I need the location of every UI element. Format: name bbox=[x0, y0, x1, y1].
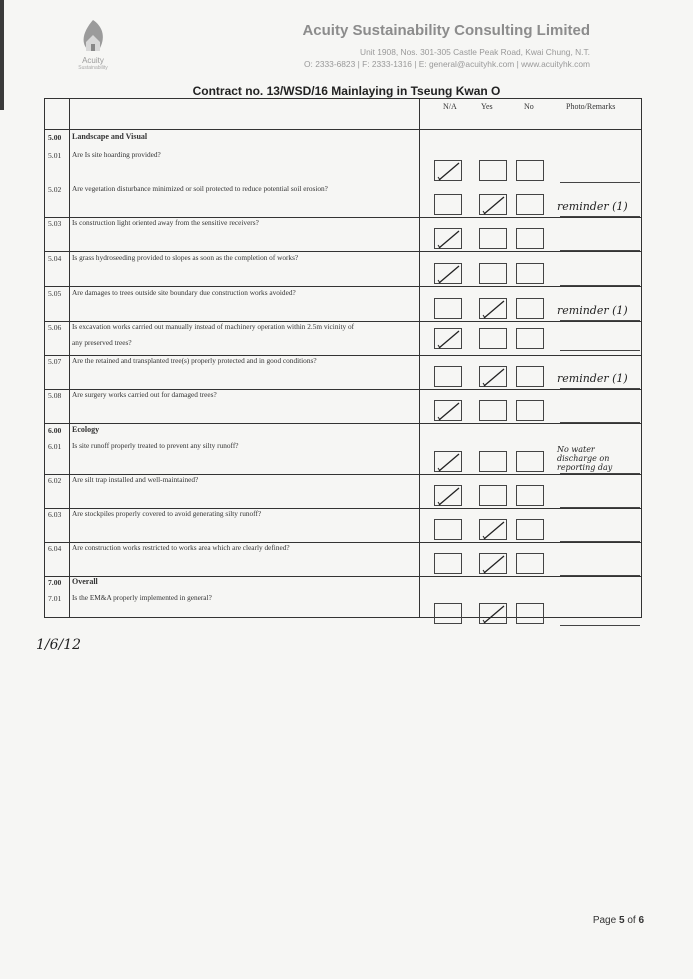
checkbox-yes[interactable] bbox=[479, 298, 507, 319]
checkbox-na[interactable] bbox=[434, 298, 462, 319]
section-title bbox=[72, 422, 422, 438]
leaf-house-icon bbox=[78, 18, 108, 56]
page-current: 5 bbox=[618, 915, 625, 926]
check-mark-icon bbox=[482, 300, 506, 319]
checkbox-yes[interactable] bbox=[479, 400, 507, 421]
handwritten-remark: No water discharge on reporting day bbox=[557, 445, 613, 472]
item-number: 5.01 bbox=[48, 151, 62, 160]
checkbox-na[interactable] bbox=[434, 263, 462, 284]
item-number: 5.05 bbox=[48, 289, 62, 298]
checkbox-no[interactable] bbox=[516, 194, 544, 215]
checkbox-yes[interactable] bbox=[479, 228, 507, 249]
checkbox-no[interactable] bbox=[516, 400, 544, 421]
company-logo bbox=[72, 18, 114, 80]
item-number: 5.06 bbox=[48, 323, 62, 332]
question-line: Are vegetation disturbance minimized or soil protected to reduce potential soil erosion? bbox=[72, 184, 328, 193]
item-number: 5.07 bbox=[48, 357, 62, 366]
check-mark-icon bbox=[437, 402, 461, 421]
checkbox-na[interactable] bbox=[434, 194, 462, 215]
signature-date: 1/6/12 bbox=[36, 637, 82, 653]
question-line: Is site runoff properly treated to prevent any silty runoff? bbox=[72, 441, 239, 450]
checkbox-na[interactable] bbox=[434, 485, 462, 506]
checkbox-na[interactable] bbox=[434, 228, 462, 249]
check-mark-icon bbox=[437, 330, 461, 349]
check-mark-icon bbox=[482, 521, 506, 540]
col-header-na: N/A bbox=[443, 102, 457, 111]
question-text bbox=[72, 285, 422, 301]
address-line: Unit 1908, Nos. 301-305 Castle Peak Road, Kwai Chung, N.T. bbox=[360, 47, 590, 57]
check-mark-icon bbox=[482, 555, 506, 574]
contract-title: Contract no. 13/WSD/16 Mainlaying in Tseung Kwan O bbox=[192, 84, 501, 98]
question-line: Overall bbox=[72, 577, 98, 586]
company-address bbox=[304, 46, 590, 70]
logo-subtext: Sustainability bbox=[78, 65, 108, 71]
check-mark-icon bbox=[482, 605, 506, 624]
page-total: 6 bbox=[638, 915, 644, 926]
question-line: Is the EM&A properly implemented in general? bbox=[72, 593, 212, 602]
remark-line bbox=[560, 541, 640, 542]
item-number: 5.02 bbox=[48, 185, 62, 194]
item-number: 6.01 bbox=[48, 442, 62, 451]
question-text bbox=[72, 250, 422, 266]
page-number bbox=[593, 915, 644, 926]
question-line: Are damages to trees outside site boundary due construction works avoided? bbox=[72, 288, 296, 297]
question-text bbox=[72, 319, 422, 351]
remark-line bbox=[560, 350, 640, 351]
remark-line bbox=[560, 507, 640, 508]
question-text bbox=[72, 472, 422, 488]
item-number: 7.01 bbox=[48, 594, 62, 603]
checkbox-na[interactable] bbox=[434, 519, 462, 540]
remark-line bbox=[560, 250, 640, 251]
section-title bbox=[72, 129, 422, 145]
check-mark-icon bbox=[437, 230, 461, 249]
checkbox-yes[interactable] bbox=[479, 366, 507, 387]
item-number: 5.08 bbox=[48, 391, 62, 400]
item-number: 6.02 bbox=[48, 476, 62, 485]
checkbox-na[interactable] bbox=[434, 603, 462, 624]
logo-text: Acuity bbox=[82, 56, 104, 65]
section-title bbox=[72, 574, 422, 590]
checkbox-na[interactable] bbox=[434, 366, 462, 387]
question-line: any preserved trees? bbox=[72, 338, 132, 347]
checkbox-no[interactable] bbox=[516, 366, 544, 387]
checkbox-na[interactable] bbox=[434, 160, 462, 181]
col-header-yes: Yes bbox=[481, 102, 493, 111]
col-divider bbox=[69, 99, 70, 617]
remark-line bbox=[560, 422, 640, 423]
checkbox-no[interactable] bbox=[516, 603, 544, 624]
question-text bbox=[72, 590, 422, 606]
question-line: Are Is site hoarding provided? bbox=[72, 150, 161, 159]
question-line: Are the retained and transplanted tree(s) properly protected and in good conditions? bbox=[72, 356, 317, 365]
remark-line bbox=[560, 388, 640, 389]
question-text bbox=[72, 438, 422, 454]
check-mark-icon bbox=[482, 196, 506, 215]
checkbox-no[interactable] bbox=[516, 553, 544, 574]
checkbox-no[interactable] bbox=[516, 451, 544, 472]
checkbox-na[interactable] bbox=[434, 451, 462, 472]
remark-line bbox=[560, 625, 640, 626]
remark-line bbox=[560, 575, 640, 576]
checkbox-yes[interactable] bbox=[479, 160, 507, 181]
question-text bbox=[72, 387, 422, 403]
remark-line bbox=[560, 216, 640, 217]
remark-line bbox=[560, 320, 640, 321]
question-line: Are stockpiles properly covered to avoid generating silty runoff? bbox=[72, 509, 262, 518]
question-text bbox=[72, 181, 422, 197]
checkbox-no[interactable] bbox=[516, 328, 544, 349]
checkbox-no[interactable] bbox=[516, 485, 544, 506]
checkbox-no[interactable] bbox=[516, 519, 544, 540]
company-name: Acuity Sustainability Consulting Limited bbox=[302, 22, 590, 39]
question-line: Are construction works restricted to works area which are clearly defined? bbox=[72, 543, 290, 552]
check-mark-icon bbox=[437, 487, 461, 506]
check-mark-icon bbox=[482, 368, 506, 387]
handwritten-remark: reminder (1) bbox=[557, 200, 628, 213]
checkbox-yes[interactable] bbox=[479, 194, 507, 215]
page-label: Page bbox=[592, 915, 617, 926]
checkbox-yes[interactable] bbox=[479, 263, 507, 284]
question-line: Is grass hydroseeding provided to slopes as soon as the completion of works? bbox=[72, 253, 299, 262]
checkbox-no[interactable] bbox=[516, 263, 544, 284]
question-text bbox=[72, 147, 422, 163]
remark-line bbox=[560, 285, 640, 286]
handwritten-remark: reminder (1) bbox=[557, 304, 628, 317]
checklist-table bbox=[44, 98, 642, 618]
item-number: 6.03 bbox=[48, 510, 62, 519]
checkbox-na[interactable] bbox=[434, 328, 462, 349]
check-mark-icon bbox=[437, 265, 461, 284]
checkbox-yes[interactable] bbox=[479, 485, 507, 506]
section-number: 5.00 bbox=[48, 133, 62, 142]
item-number: 6.04 bbox=[48, 544, 62, 553]
item-number: 5.04 bbox=[48, 254, 62, 263]
question-line: Are silt trap installed and well-maintained? bbox=[72, 475, 199, 484]
handwritten-remark: reminder (1) bbox=[557, 372, 628, 385]
question-text bbox=[72, 506, 422, 522]
remark-line bbox=[560, 473, 640, 474]
checkbox-yes[interactable] bbox=[479, 451, 507, 472]
question-line: Ecology bbox=[72, 425, 100, 434]
page-of: of bbox=[627, 915, 636, 926]
checkbox-no[interactable] bbox=[516, 298, 544, 319]
section-number: 7.00 bbox=[48, 578, 62, 587]
question-text bbox=[72, 353, 422, 369]
checkbox-no[interactable] bbox=[516, 160, 544, 181]
question-line: Are surgery works carried out for damaged trees? bbox=[72, 390, 217, 399]
question-text bbox=[72, 215, 422, 231]
contact-line: O: 2333-6823 | F: 2333-1316 | E: general@acuityhk.com | www.acuityhk.com bbox=[304, 59, 590, 69]
question-text bbox=[72, 540, 422, 556]
item-number: 5.03 bbox=[48, 219, 62, 228]
checkbox-na[interactable] bbox=[434, 400, 462, 421]
checkbox-na[interactable] bbox=[434, 553, 462, 574]
col-header-no: No bbox=[524, 102, 534, 111]
section-number: 6.00 bbox=[48, 426, 62, 435]
question-line: Landscape and Visual bbox=[72, 132, 148, 141]
checkbox-yes[interactable] bbox=[479, 328, 507, 349]
check-mark-icon bbox=[437, 453, 461, 472]
col-header-remarks: Photo/Remarks bbox=[566, 102, 616, 111]
checkbox-yes[interactable] bbox=[479, 519, 507, 540]
question-line: Is excavation works carried out manually instead of machinery operation within 2.5m vicinity of bbox=[72, 322, 355, 331]
checkbox-no[interactable] bbox=[516, 228, 544, 249]
check-mark-icon bbox=[437, 162, 461, 181]
checkbox-yes[interactable] bbox=[479, 553, 507, 574]
remark-line bbox=[560, 182, 640, 183]
checkbox-yes[interactable] bbox=[479, 603, 507, 624]
question-line: Is construction light oriented away from the sensitive receivers? bbox=[72, 218, 259, 227]
